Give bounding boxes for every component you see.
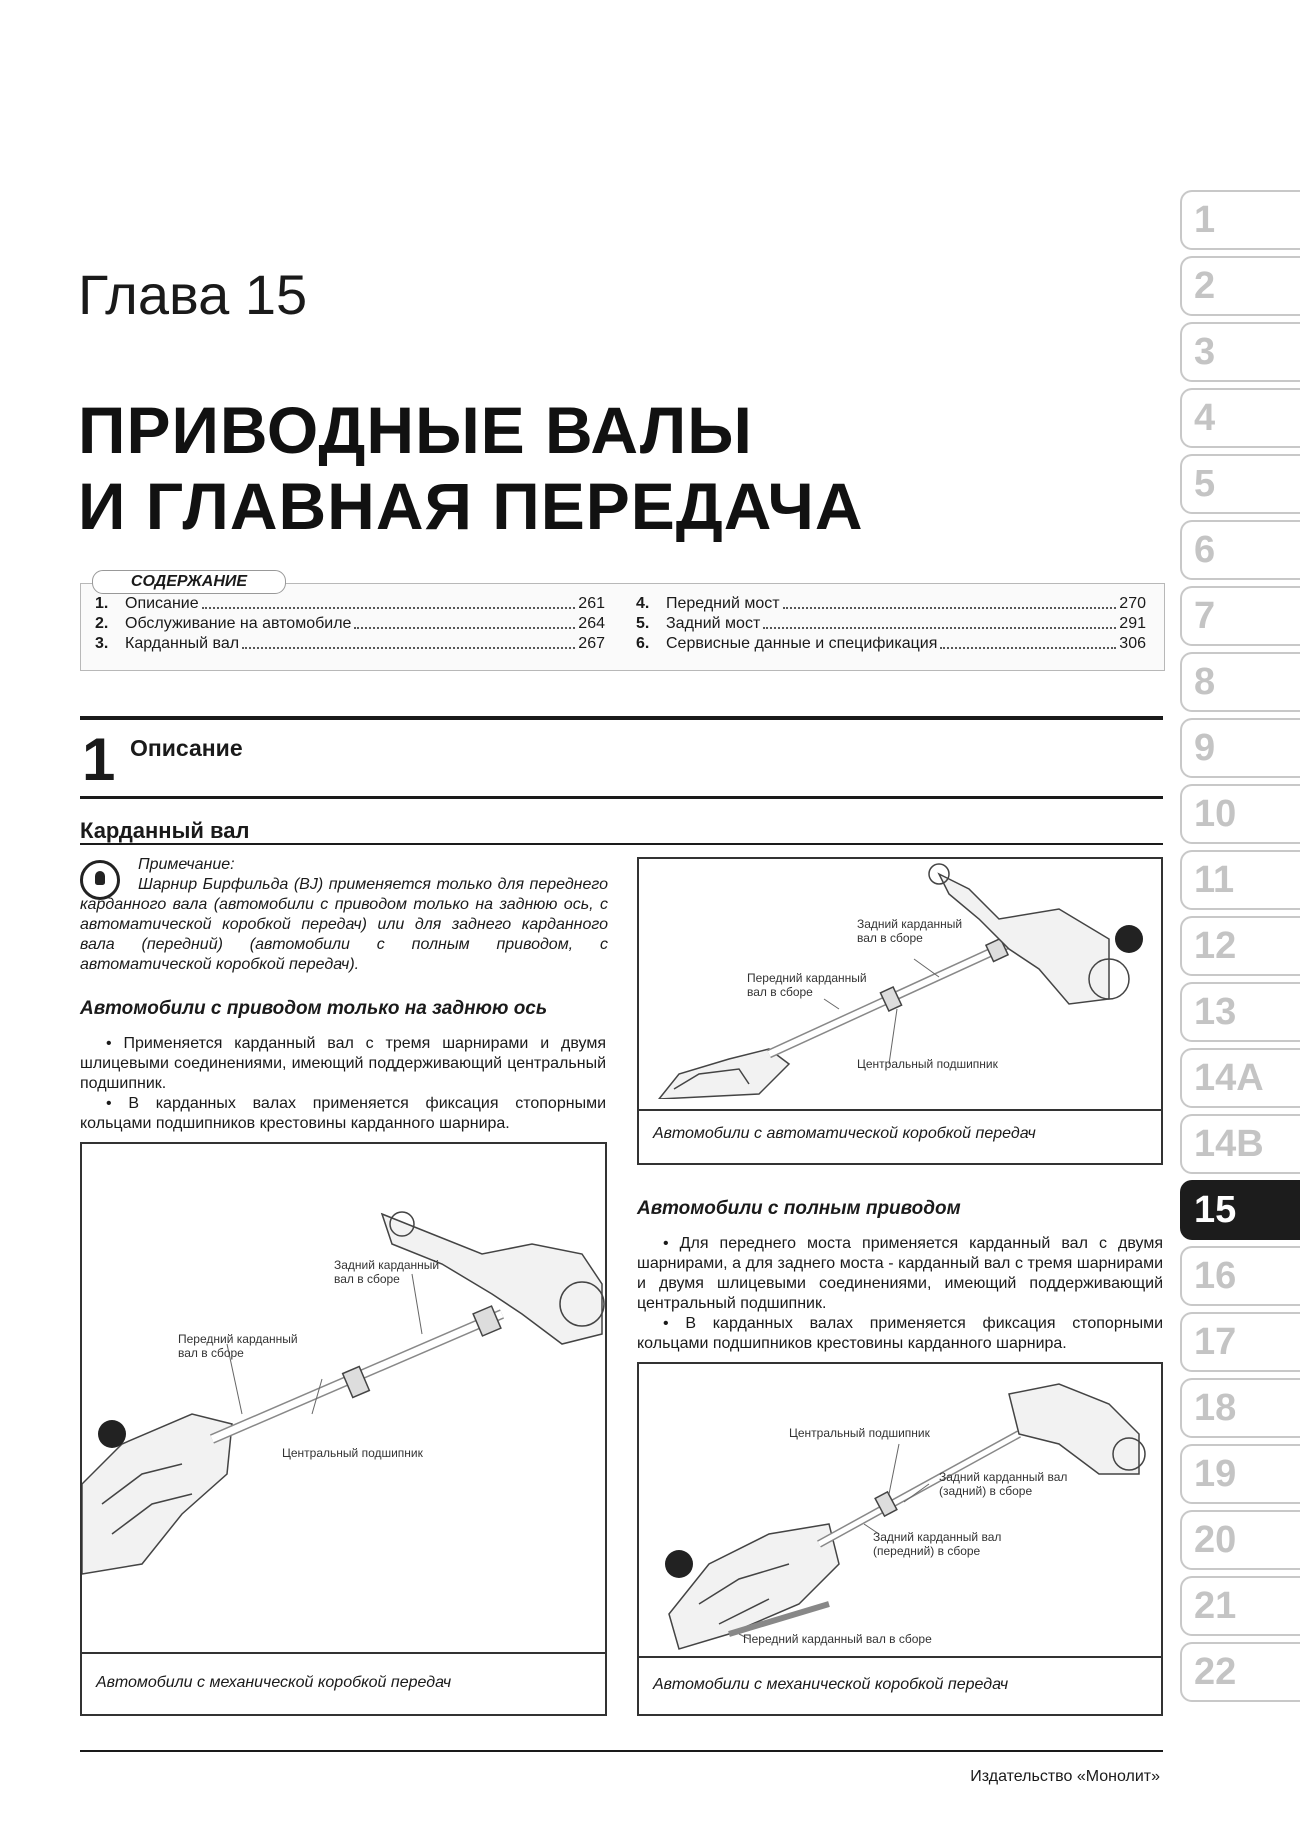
- tab-10[interactable]: 10: [1180, 784, 1300, 844]
- toc-item[interactable]: 2. Обслуживание на автомобиле 264: [95, 615, 605, 632]
- subsection-title: Карданный вал: [80, 818, 250, 843]
- figure-mt-rwd-drawing: [82, 1144, 605, 1644]
- tab-14a[interactable]: 14A: [1180, 1048, 1300, 1108]
- toc-item[interactable]: 1. Описание 261: [95, 595, 605, 612]
- section-title: Описание: [130, 735, 243, 761]
- note-label: Примечание:: [138, 856, 235, 873]
- fig-awd-label-rear-front-shaft: Задний карданный вал (передний) в сборе: [873, 1530, 1002, 1558]
- figure-mt-awd-caption-rule: [639, 1656, 1161, 1658]
- tab-2[interactable]: 2: [1180, 256, 1300, 316]
- publisher: Издательство «Монолит»: [970, 1768, 1160, 1785]
- tab-6[interactable]: 6: [1180, 520, 1300, 580]
- fig-at-label-front-shaft: Передний карданный вал в сборе: [747, 971, 867, 999]
- tab-4[interactable]: 4: [1180, 388, 1300, 448]
- tab-19[interactable]: 19: [1180, 1444, 1300, 1504]
- tab-7[interactable]: 7: [1180, 586, 1300, 646]
- footer-rule: [80, 1750, 1163, 1752]
- figure-mt-rwd-caption-rule: [82, 1652, 605, 1654]
- fig-mt-label-rear-shaft: Задний карданный вал в сборе: [334, 1258, 440, 1286]
- section-number: 1: [82, 726, 116, 793]
- section-rule-bottom: [80, 796, 1163, 799]
- chapter-title-line1: ПРИВОДНЫЕ ВАЛЫ: [78, 393, 753, 467]
- awd-heading: Автомобили с полным приводом: [637, 1198, 961, 1219]
- fig-at-label-center-bearing: Центральный подшипник: [857, 1057, 998, 1071]
- toc-item[interactable]: 4. Передний мост 270: [636, 595, 1146, 612]
- tab-21[interactable]: 21: [1180, 1576, 1300, 1636]
- figure-mt-awd-drawing: [639, 1364, 1161, 1654]
- tab-18[interactable]: 18: [1180, 1378, 1300, 1438]
- awd-bullet-2: • В карданных валах применяется фиксация стопорными кольцами подшипников крестовины карданного шарнира.: [637, 1315, 1163, 1352]
- toc-item[interactable]: 5. Задний мост 291: [636, 615, 1146, 632]
- figure-mt-rwd: [80, 1142, 607, 1716]
- tab-14b[interactable]: 14B: [1180, 1114, 1300, 1174]
- tab-12[interactable]: 12: [1180, 916, 1300, 976]
- tab-3[interactable]: 3: [1180, 322, 1300, 382]
- tab-8[interactable]: 8: [1180, 652, 1300, 712]
- tab-13[interactable]: 13: [1180, 982, 1300, 1042]
- rear-drive-heading: Автомобили с приводом только на заднюю ось: [80, 998, 548, 1019]
- toc-item[interactable]: 3. Карданный вал 267: [95, 635, 605, 652]
- figure-mt-awd: [637, 1362, 1163, 1716]
- chapter-title: [78, 392, 863, 544]
- tab-20[interactable]: 20: [1180, 1510, 1300, 1570]
- awd-bullet-1: • Для переднего моста применяется карданный вал с двумя шарнирами, а для заднего моста - карданный вал с тремя шарнирами и двумя шлицевыми соединениями, имеющий поддерживающий центральный подшипник.: [637, 1235, 1163, 1312]
- tab-5[interactable]: 5: [1180, 454, 1300, 514]
- fig-mt-label-front-shaft: Передний карданный вал в сборе: [178, 1332, 298, 1360]
- fig-at-label-rear-shaft: Задний карданный вал в сборе: [857, 917, 963, 945]
- subsection-rule: [80, 843, 1163, 845]
- figure-at-caption: Автомобили с автоматической коробкой передач: [653, 1125, 1036, 1142]
- figure-at-caption-rule: [639, 1109, 1161, 1111]
- fig-awd-label-center-bearing: Центральный подшипник: [789, 1426, 930, 1440]
- rear-drive-bullet-1: • Применяется карданный вал с тремя шарнирами и двумя шлицевыми соединениями, имеющий поддерживающий центральный подшипник.: [80, 1035, 606, 1092]
- figure-at: [637, 857, 1163, 1165]
- chapter-title-line2: И ГЛАВНАЯ ПЕРЕДАЧА: [78, 469, 864, 543]
- tab-15[interactable]: 15: [1180, 1180, 1300, 1240]
- fig-awd-label-rear-rear-shaft: Задний карданный вал (задний) в сборе: [939, 1470, 1068, 1498]
- tab-17[interactable]: 17: [1180, 1312, 1300, 1372]
- fig-mt-label-center-bearing: Центральный подшипник: [282, 1446, 423, 1460]
- chapter-label: Глава 15: [78, 263, 308, 326]
- section-rule-top: [80, 716, 1163, 720]
- figure-mt-awd-caption: Автомобили с механической коробкой передач: [653, 1676, 1009, 1693]
- toc-box: [80, 583, 1165, 671]
- rear-drive-bullet-2: • В карданных валах применяется фиксация стопорными кольцами подшипников крестовины карданного шарнира.: [80, 1095, 606, 1132]
- toc-label: СОДЕРЖАНИЕ: [92, 570, 286, 594]
- tab-22[interactable]: 22: [1180, 1642, 1300, 1702]
- note-text: Шарнир Бирфильда (BJ) применяется только для переднего карданного вала (автомобили с приводом только на заднюю ось, с автоматической коробкой передач) или для заднего карданного вала (передний) (автомобили с полным приводом, с автоматической коробкой передач).: [80, 876, 608, 973]
- tab-1[interactable]: 1: [1180, 190, 1300, 250]
- toc-item[interactable]: 6. Сервисные данные и спецификация 306: [636, 635, 1146, 652]
- tab-11[interactable]: 11: [1180, 850, 1300, 910]
- tab-9[interactable]: 9: [1180, 718, 1300, 778]
- figure-mt-rwd-caption: Автомобили с механической коробкой передач: [96, 1674, 452, 1691]
- tab-16[interactable]: 16: [1180, 1246, 1300, 1306]
- fig-awd-label-front-shaft: Передний карданный вал в сборе: [743, 1632, 932, 1646]
